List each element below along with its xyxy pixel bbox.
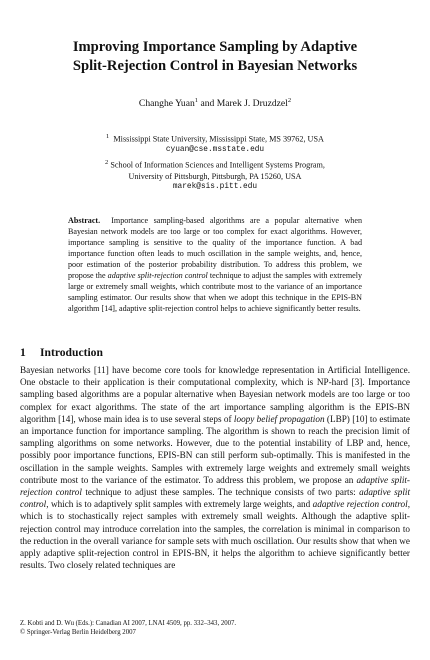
intro-text-2: (LBP) [10] to estimate an importance function for importance sampling. The algorithm is shown to reach the precision limit of sampling algorithms on some networks. However, due to the potential instability of LBP and, hence, possibly poor importance functions, EPIS-BN can still perform sub-optimally. This is manifested in the oscillation in the sample weights. Samples with extremely large weights and extremely small weights contribute most to the variance of the estimator. To address this problem, we propose an (20, 413, 410, 485)
affiliation-2-mark: 2 (105, 159, 109, 166)
author-2-affiliation-mark: 2 (287, 97, 292, 104)
intro-emphasis-4: adaptive rejection control (312, 499, 408, 510)
introduction-paragraph (20, 364, 410, 571)
abstract-emphasis: adaptive split-rejection control (107, 271, 208, 281)
author-conjunction: and (198, 98, 217, 110)
author-list (0, 97, 430, 109)
abstract-text-part-1: Importance sampling-based algorithms are a popular alternative when Bayesian network models are too large or too complex for exact algorithms. However, importance sampling is sensitive to the quality of the importance function. A bad importance function often leads to much oscillation in the sample weights, and, hence, poor estimation of the posterior probability distribution. To address this problem, we propose the (68, 216, 362, 281)
affiliation-1 (0, 131, 430, 156)
affiliation-2-name-line-2: University of Pittsburgh, Pittsburgh, PA 15260, USA (128, 171, 302, 181)
title-line-2: Split-Rejection Control in Bayesian Networks (72, 58, 358, 74)
author-1-affiliation-mark: 1 (194, 97, 199, 104)
affiliation-1-email: cyuan@cse.msstate.edu (165, 145, 265, 154)
title-line-1: Improving Importance Sampling by Adaptive (72, 39, 358, 55)
footer-citation: Z. Kobti and D. Wu (Eds.): Canadian AI 2007, LNAI 4509, pp. 332–343, 2007. (20, 620, 237, 627)
intro-emphasis-3: adaptive split control (20, 487, 410, 510)
intro-text-4: , which is to adaptively split samples with extremely large weights, and (46, 499, 313, 510)
section-number: 1 (20, 346, 26, 359)
section-heading (20, 346, 103, 359)
intro-emphasis-1: loopy belief propagation (233, 413, 325, 424)
footer-copyright: © Springer-Verlag Berlin Heidelberg 2007 (20, 629, 136, 636)
abstract-text-part-2: technique to adjust the samples with extremely large or extremely small weights, which contribute most to the variance of an importance sampling estimator. Our results show that when we adopt this technique in the EPIS-BN algorithm [14], adaptive split-rejection control helps to achieve significantly better results. (68, 271, 363, 314)
abstract-label: Abstract. (68, 216, 101, 225)
publication-footer (20, 619, 410, 637)
paper-title (0, 38, 430, 76)
author-2: Marek J. Druzdzel (216, 98, 288, 110)
intro-emphasis-2: adaptive split-rejection control (20, 474, 410, 498)
abstract (68, 215, 362, 314)
section-title: Introduction (40, 346, 103, 359)
author-1: Changhe Yuan (138, 98, 195, 110)
affiliation-2-name-line-1: School of Information Sciences and Intelligent Systems Program, (110, 160, 325, 170)
intro-text-1: Bayesian networks [11] have become core tools for knowledge representation in Artificial Intelligence. One obstacle to their application is their computational complexity, which is NP-hard [3]. Importance sampling based algorithms are a popular alternative when Bayesian network models are too large or too complex for exact algorithms. The state of the art importance sampling algorithm is the EPIS-BN algorithm [14], whose main idea is to use several steps of (20, 365, 410, 424)
affiliation-1-name: Mississippi State University, Mississippi State, MS 39762, USA (113, 134, 324, 144)
intro-text-5: , which is to stochastically reject samples with extremely small weights. Although the adaptive split-rejection control may introduce correlation into the samples, the correlation is minimal in comparison to the reduction in the overall variance for sample sets with much oscillation. Our results show that when we apply adaptive split-rejection control in EPIS-BN, it helps the algorithm to achieve significantly better results. Two closely related techniques are (20, 499, 410, 571)
intro-text-3: technique to adjust these samples. The technique consists of two parts: (81, 487, 360, 498)
affiliation-2 (0, 157, 430, 193)
affiliation-2-email: marek@sis.pitt.edu (172, 182, 258, 191)
affiliation-1-mark: 1 (106, 133, 110, 140)
